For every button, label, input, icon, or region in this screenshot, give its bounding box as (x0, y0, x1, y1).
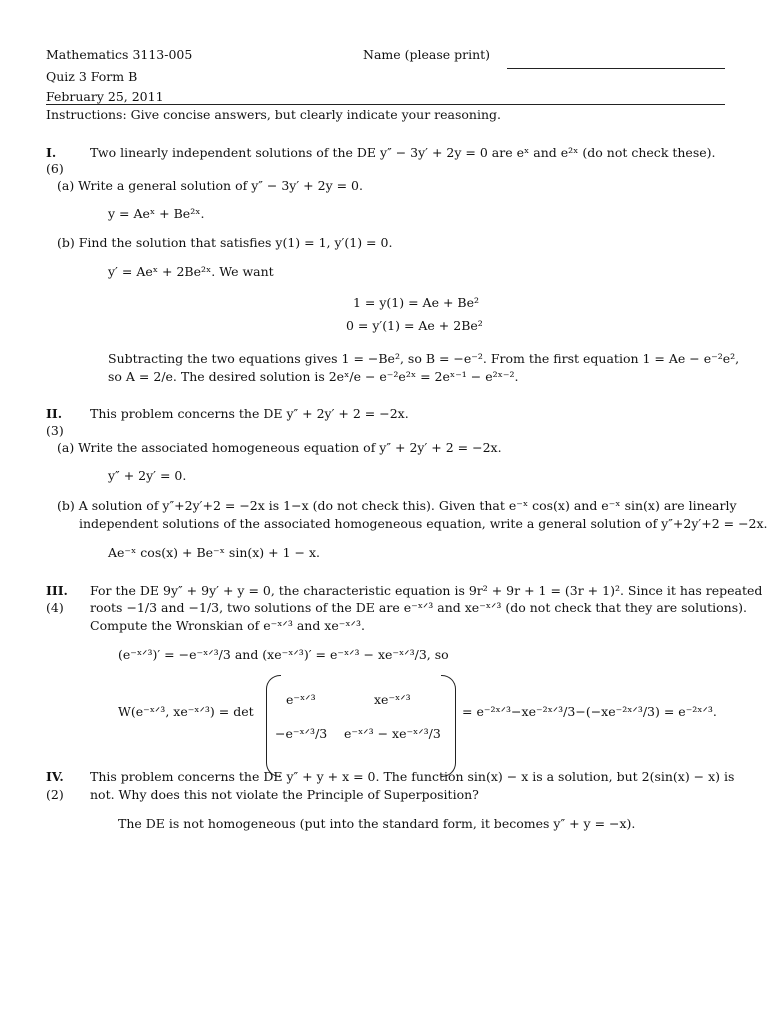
problem-1-points: (6) (46, 161, 64, 176)
matrix-entry-11: e⁻ˣᐟ³ (286, 692, 316, 707)
matrix-right-paren (441, 675, 456, 777)
problem-2-part-b-line-2: independent solutions of the associated homogeneous equation, write a general solution of y″+2y′+2 = −2x. (79, 516, 768, 531)
problem-1-answer-a: y = Aeˣ + Be²ˣ. (108, 206, 205, 221)
problem-2-part-a: (a) Write the associated homogeneous equation of y″ + 2y′ + 2 = −2x. (57, 440, 502, 455)
problem-1-answer-b-intro: y′ = Aeˣ + 2Be²ˣ. We want (108, 264, 274, 279)
course-label: Mathematics 3113-005 (46, 47, 193, 62)
problem-3-line-2: roots −1/3 and −1/3, two solutions of the DE are e⁻ˣᐟ³ and xe⁻ˣᐟ³ (do not check that they are solutions). (90, 600, 747, 615)
problem-3-derivatives: (e⁻ˣᐟ³)′ = −e⁻ˣᐟ³/3 and (xe⁻ˣᐟ³)′ = e⁻ˣᐟ³ − xe⁻ˣᐟ³/3, so (118, 647, 449, 662)
quiz-label: Quiz 3 Form B (46, 69, 138, 84)
problem-1-number: I. (46, 145, 57, 160)
wronskian-left-side: W(e⁻ˣᐟ³, xe⁻ˣᐟ³) = det (118, 704, 254, 719)
name-blank-line (507, 68, 725, 69)
problem-2-statement: This problem concerns the DE y″ + 2y′ + 2 = −2x. (90, 406, 409, 421)
matrix-entry-22: e⁻ˣᐟ³ − xe⁻ˣᐟ³/3 (344, 726, 441, 741)
instructions: Instructions: Give concise answers, but clearly indicate your reasoning. (46, 107, 502, 122)
problem-2-part-b-line-1: (b) A solution of y″+2y′+2 = −2x is 1−x (do not check this). Given that e⁻ˣ cos(x) and e⁻ˣ sin(x) are linearly (57, 498, 737, 513)
problem-2-answer-b: Ae⁻ˣ cos(x) + Be⁻ˣ sin(x) + 1 − x. (108, 545, 320, 560)
problem-1-statement: Two linearly independent solutions of the DE y″ − 3y′ + 2y = 0 are eˣ and e²ˣ (do not check these). (90, 145, 716, 160)
name-label: Name (please print) (363, 47, 491, 62)
wronskian-right-side: = e⁻²ˣᐟ³−xe⁻²ˣᐟ³/3−(−xe⁻²ˣᐟ³/3) = e⁻²ˣᐟ³. (462, 704, 717, 719)
problem-1-part-a: (a) Write a general solution of y″ − 3y′ + 2y = 0. (57, 178, 363, 193)
problem-3-line-3: Compute the Wronskian of e⁻ˣᐟ³ and xe⁻ˣᐟ³. (90, 618, 365, 633)
problem-1-answer-b-line-1: Subtracting the two equations gives 1 = −Be², so B = −e⁻². From the first equation 1 = Ae − e⁻²e², (108, 351, 740, 366)
matrix-entry-12: xe⁻ˣᐟ³ (374, 692, 411, 707)
problem-1-answer-b-line-2: so A = 2/e. The desired solution is 2eˣ/e − e⁻²e²ˣ = 2eˣ⁻¹ − e²ˣ⁻². (108, 369, 519, 384)
problem-2-answer-a: y″ + 2y′ = 0. (108, 468, 187, 483)
problem-4-points: (2) (46, 787, 64, 802)
header-divider (46, 104, 725, 105)
matrix-entry-21: −e⁻ˣᐟ³/3 (275, 726, 328, 741)
problem-2-points: (3) (46, 423, 64, 438)
problem-3-line-1: For the DE 9y″ + 9y′ + y = 0, the characteristic equation is 9r² + 9r + 1 = (3r + 1)². Since it has repeated (90, 583, 763, 598)
problem-4-answer: The DE is not homogeneous (put into the standard form, it becomes y″ + y = −x). (118, 816, 636, 831)
date-label: February 25, 2011 (46, 89, 164, 104)
problem-1-part-b: (b) Find the solution that satisfies y(1) = 1, y′(1) = 0. (57, 235, 393, 250)
problem-4-number: IV. (46, 769, 64, 784)
problem-4-line-1: This problem concerns the DE y″ + y + x = 0. The function sin(x) − x is a solution, but 2(sin(x) − x) is (90, 769, 735, 784)
problem-1-equation-2: 0 = y′(1) = Ae + 2Be² (346, 318, 483, 333)
problem-2-number: II. (46, 406, 63, 421)
problem-1-equation-1: 1 = y(1) = Ae + Be² (353, 295, 480, 310)
problem-3-points: (4) (46, 600, 64, 615)
problem-3-number: III. (46, 583, 68, 598)
problem-4-line-2: not. Why does this not violate the Principle of Superposition? (90, 787, 479, 802)
